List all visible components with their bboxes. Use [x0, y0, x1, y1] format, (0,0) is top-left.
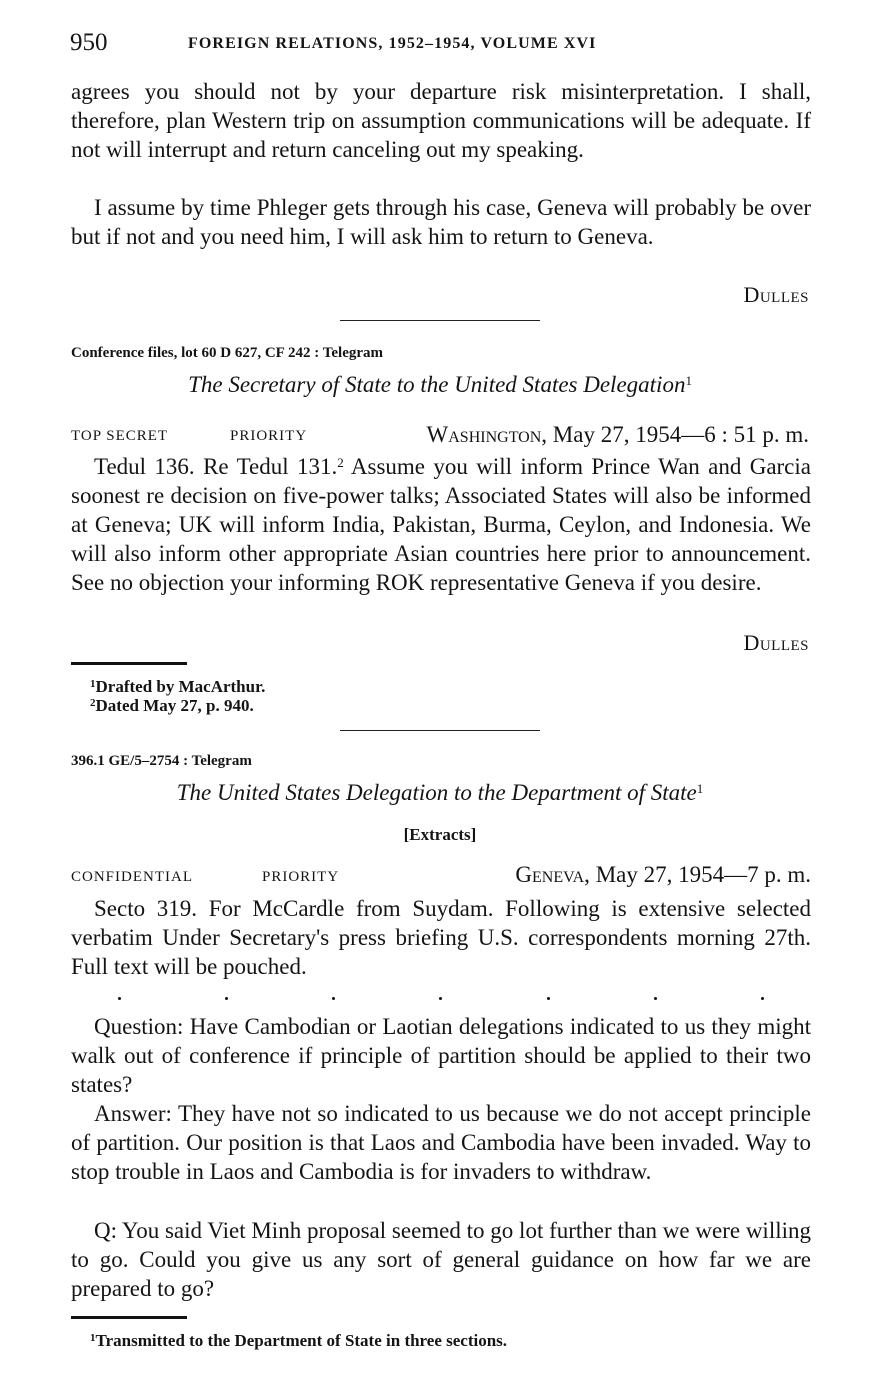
ellipsis-dot	[547, 997, 550, 1000]
footnote	[90, 696, 254, 716]
dateline-place: Geneva,	[515, 862, 590, 887]
document-title	[0, 370, 880, 400]
dateline-date: May 27, 1954—6 : 51 p. m.	[547, 422, 809, 447]
footnote-text: Drafted by MacArthur.	[95, 677, 266, 696]
running-title: FOREIGN RELATIONS, 1952–1954, VOLUME XVI	[188, 35, 597, 52]
footnote-ref: 1	[696, 781, 704, 796]
body-paragraph: I assume by time Phleger gets through his case, Geneva will probably be over but if not and you need him, I will ask him to return to Geneva.	[71, 195, 811, 249]
ellipsis-row	[70, 989, 812, 1009]
page-number: 950	[70, 29, 108, 56]
question-paragraph: Q: You said Viet Minh proposal seemed to go lot further than we were willing to go. Could you give us any sort of general guidance on how far we are prepared to go?	[71, 1218, 811, 1301]
dateline	[515, 860, 811, 890]
section-divider	[340, 320, 540, 321]
classification: CONFIDENTIAL	[71, 869, 193, 885]
footnote-mark: 1	[90, 678, 96, 690]
document-title-text: The Secretary of State to the United States Delegation	[188, 372, 686, 397]
precedence: PRIORITY	[262, 869, 340, 885]
classification: TOP SECRET	[71, 428, 169, 444]
ellipsis-dot	[225, 997, 228, 1000]
source-citation: 396.1 GE/5–2754 : Telegram	[71, 753, 252, 769]
ellipsis-dot	[439, 997, 442, 1000]
question-paragraph: Question: Have Cambodian or Laotian delegations indicated to us they might walk out of conference if principle of partition should be applied to their two states?	[71, 1014, 811, 1097]
section-divider	[340, 730, 540, 731]
footnote-mark: 2	[90, 697, 96, 709]
body-text: Tedul 136. Re Tedul 131.	[94, 454, 338, 479]
footnote-ref: 1	[685, 373, 692, 388]
body-paragraph: Secto 319. For McCardle from Suydam. Following is extensive selected verbatim Under Secretary's press briefing U.S. correspondents morning 27th. Full text will be pouched.	[71, 896, 811, 979]
document-title	[0, 778, 880, 808]
footnote-ref: 2	[337, 455, 344, 470]
dateline-place: Washington,	[426, 422, 548, 447]
ellipsis-dot	[332, 997, 335, 1000]
footnote-rule	[71, 662, 187, 665]
precedence: PRIORITY	[230, 428, 308, 444]
footnote-rule	[71, 1316, 187, 1319]
footnote-mark: 1	[90, 1332, 96, 1344]
source-citation: Conference files, lot 60 D 627, CF 242 : Telegram	[71, 345, 384, 361]
footnote	[90, 1331, 507, 1351]
signature: Dulles	[743, 282, 809, 307]
signature: Dulles	[743, 630, 809, 655]
body-text: Assume you will inform Prince Wan and Garcia soonest re decision on five-power talks; Associated States will also be informed at Geneva; UK will inform India, Pakistan, Burma, Ceylon, and Indonesia. We will also inform other appropriate Asian countries here prior to announcement. See no objection your informing ROK representative Geneva if you desire.	[71, 454, 811, 595]
footnote-text: Transmitted to the Department of State in three sections.	[95, 1331, 508, 1350]
dateline	[427, 420, 809, 450]
answer-paragraph: Answer: They have not so indicated to us because we do not accept principle of partition. Our position is that Laos and Cambodia have been invaded. Way to stop trouble in Laos and Cambodia is for invaders to withdraw.	[71, 1101, 811, 1184]
ellipsis-dot	[761, 997, 764, 1000]
ellipsis-dot	[654, 997, 657, 1000]
footnote	[90, 677, 265, 697]
document-title-text: The United States Delegation to the Department of State	[176, 780, 697, 805]
dateline-date: May 27, 1954—7 p. m.	[589, 862, 811, 887]
footnote-text: Dated May 27, p. 940.	[95, 696, 254, 715]
ellipsis-dot	[118, 997, 121, 1000]
body-paragraph	[71, 452, 811, 597]
body-paragraph: agrees you should not by your departure risk misinterpretation. I shall, therefore, plan Western trip on assumption communications will be adequate. If not will interrupt and return canceling out my speaking.	[71, 79, 811, 162]
extracts-label: [Extracts]	[403, 825, 477, 844]
